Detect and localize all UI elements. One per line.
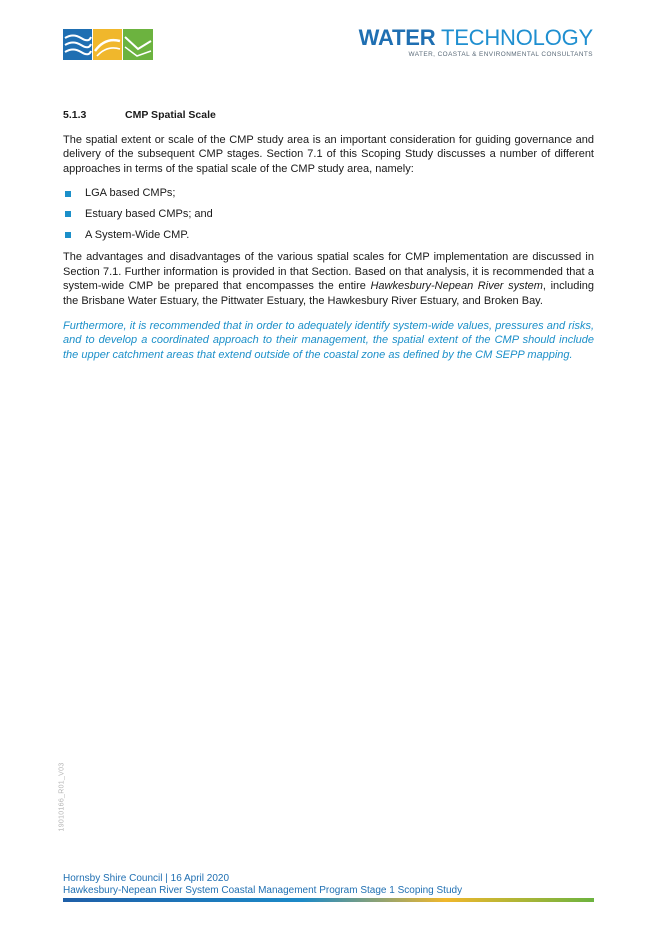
footer-gradient-bar [63,898,594,902]
list-item [63,207,594,222]
brand-name-light: TECHNOLOGY [440,25,593,50]
section-number: 5.1.3 [63,109,87,121]
bullet-square-icon [65,232,71,238]
brand-name-bold: WATER [358,25,436,50]
bullet-square-icon [65,211,71,217]
footer [63,873,462,896]
list-item [63,186,594,201]
bullet-square-icon [65,191,71,197]
footer-line-2: Hawkesbury-Nepean River System Coastal Management Program Stage 1 Scoping Study [63,884,463,896]
section-content [63,108,594,372]
list-item [63,228,594,243]
analysis-paragraph [63,250,594,308]
brand-block [359,27,593,58]
brand-subtitle: WATER, COASTAL & ENVIRONMENTAL CONSULTANTS [408,51,593,58]
approach-list [63,186,594,242]
section-title: CMP Spatial Scale [125,109,216,121]
brand-name [359,27,593,49]
list-item-text: Estuary based CMPs; and [85,207,213,220]
list-item-text: A System-Wide CMP. [85,228,190,241]
analysis-text-a: The advantages and disadvantages of the various spatial scales for CMP implementation are discussed in Section 7.1. Further information is provided in that Section. Based on that analysis, it is recommended that a system-wide CMP be prepared that encompasses the entire [63,251,594,293]
intro-paragraph: The spatial extent or scale of the CMP study area is an important consideration for guiding governance and delivery of the subsequent CMP stages. Section 7.1 of this Scoping Study discusses a number of different approaches in terms of the spatial scale of the CMP study area, namely: [63,133,594,175]
list-item-text: LGA based CMPs; [85,187,176,200]
analysis-text-emphasis: Hawkesbury-Nepean River system [370,280,543,293]
document-code [56,748,66,838]
recommendation-paragraph: Furthermore, it is recommended that in order to adequately identify system-wide values, pressures and risks, and to develop a coordinated approach to their management, the spatial extent of the CMP should include the upper catchment areas that extend outside of the coastal zone as defined by the CM SEPP mapping. [63,319,594,361]
section-heading [63,108,594,123]
document-code-text: 19010166_R01_V03 [58,762,66,832]
footer-line-1: Hornsby Shire Council | 16 April 2020 [63,873,230,884]
water-technology-logo-icon [63,29,153,60]
analysis-text-b: , including the Brisbane Water Estuary, the Pittwater Estuary, the Hawkesbury River Estuary, and Broken Bay. [63,280,594,307]
